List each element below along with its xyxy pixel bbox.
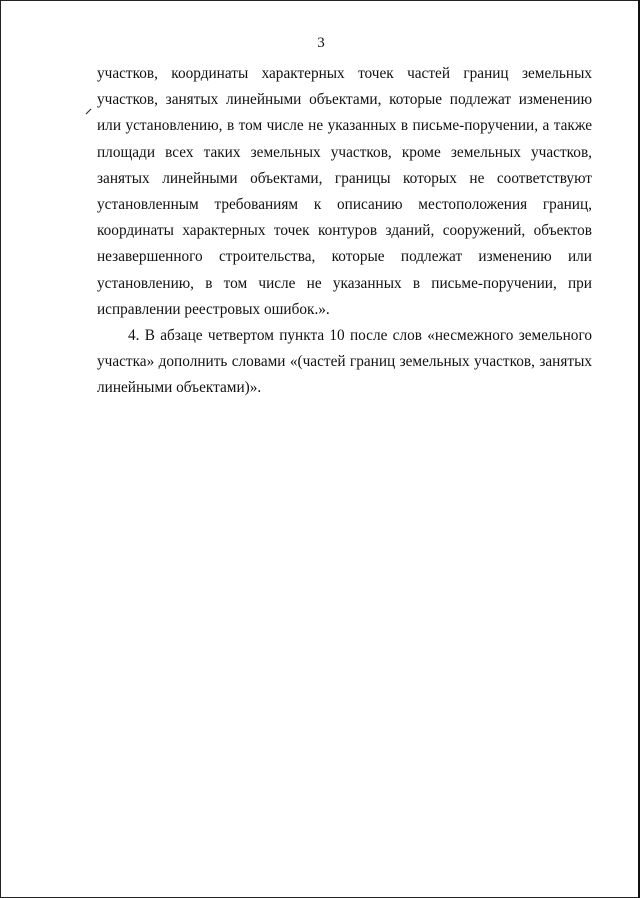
paragraph-item-4: 4. В абзаце четвертом пункта 10 после слов «несмежного земельного участка» дополнить словами «(частей границ земельных участков, занятых линейными объектами)». <box>97 327 592 397</box>
document-body <box>97 61 592 402</box>
pen-mark-icon <box>85 107 93 115</box>
page-number: 3 <box>317 35 325 51</box>
paragraph-continued: участков, координаты характерных точек частей границ земельных участков, занятых линейными объектами, которые подлежат изменению или установлению, в том числе не указанных в письме-поручении, а также площади всех таких земельных участков, кроме земельных участков, занятых линейными объектами, границы которых не соответствуют установленным требованиям к описанию местоположения границ, координаты характерных точек контуров зданий, сооружений, объектов незавершенного строительства, которые подлежат изменению или установлению, в том числе не указанных в письме-поручении, при исправлении реестровых ошибок.». <box>97 65 592 318</box>
